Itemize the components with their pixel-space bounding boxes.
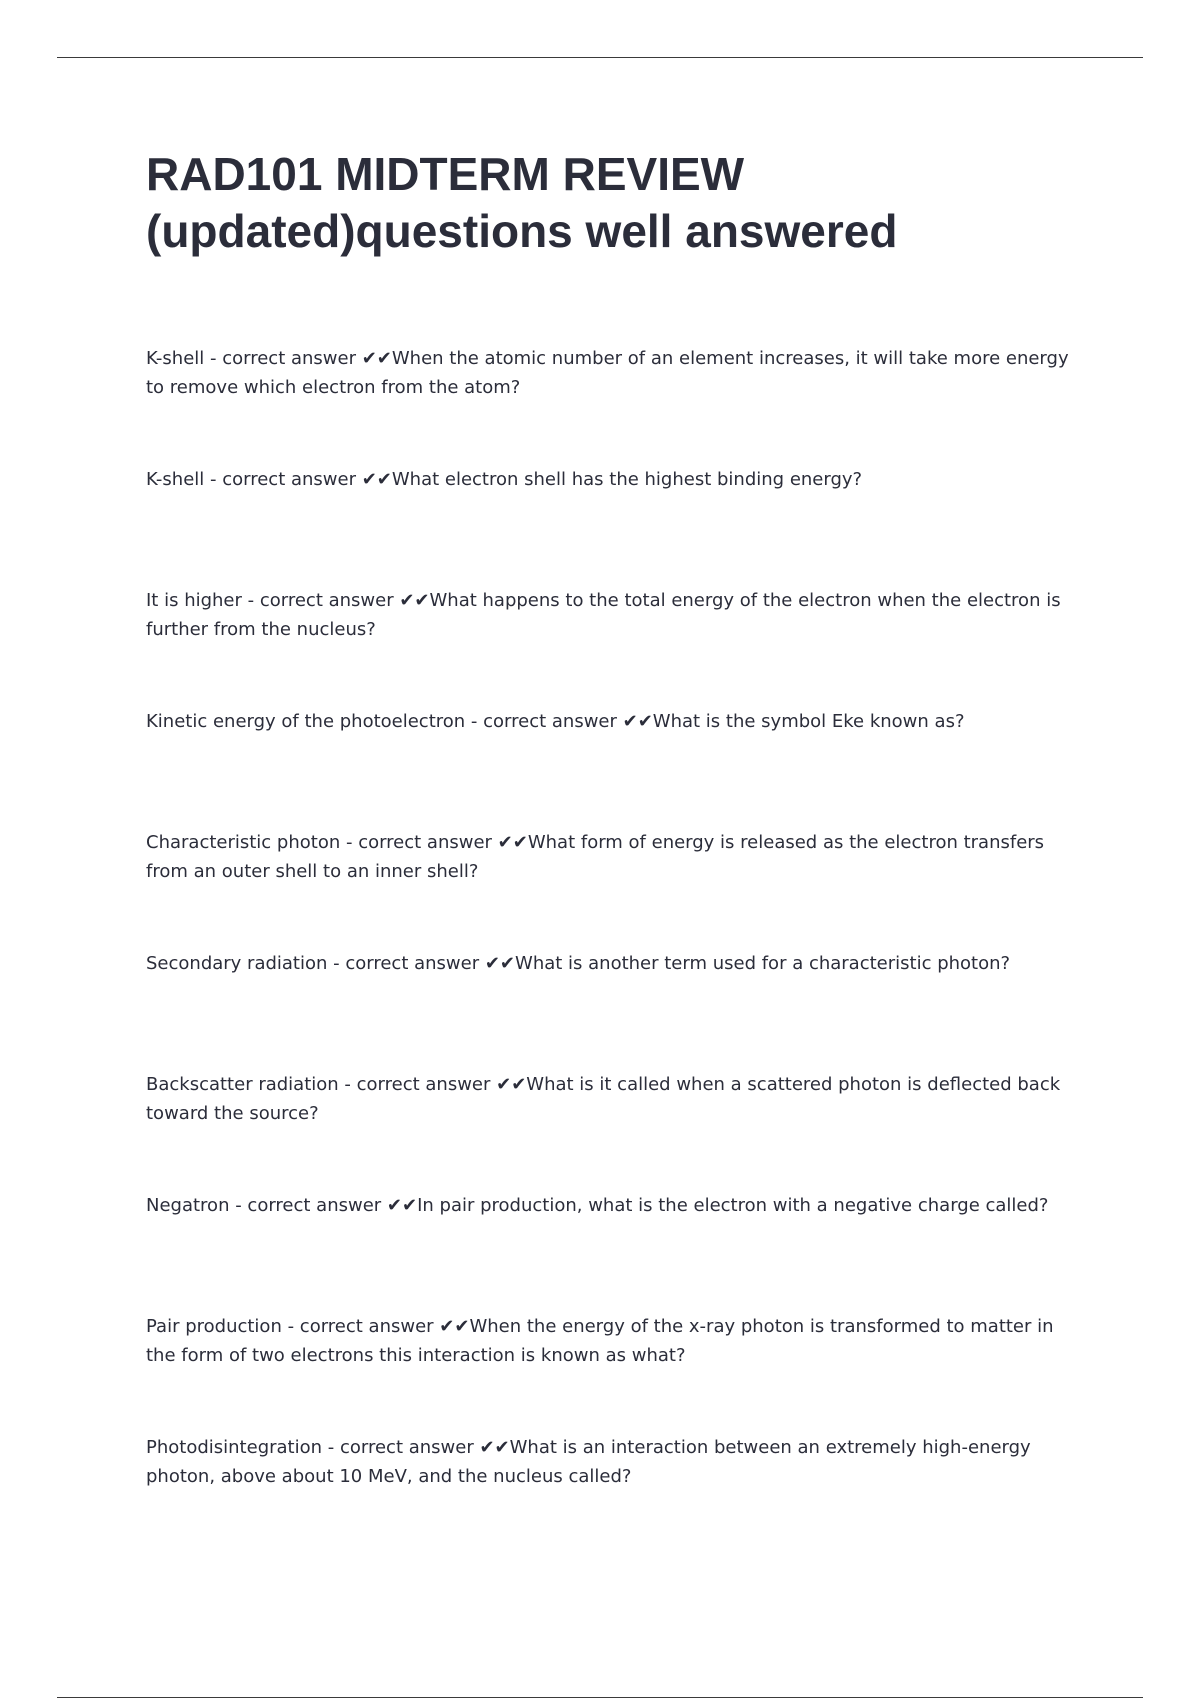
page-title: RAD101 MIDTERM REVIEW (updated)questions well answered [146, 148, 898, 257]
question-text: What form of energy is released as the electron transfers from an outer shell to an inner shell? [146, 832, 1045, 882]
separator-text: - correct answer [281, 1316, 440, 1337]
qa-item [146, 465, 1081, 494]
checkmark-icon: ✔✔ [484, 953, 516, 974]
separator-text: - correct answer [204, 469, 362, 490]
separator-text: - correct answer [465, 711, 623, 732]
qa-item [146, 949, 1081, 978]
checkmark-icon: ✔✔ [386, 1195, 418, 1216]
separator-text: - correct answer [241, 590, 400, 611]
separator-text: - correct answer [229, 1195, 387, 1216]
separator-text: - correct answer [340, 832, 498, 853]
question-text: What is an interaction between an extremely high-energy photon, above about 10 MeV, and the nucleus called? [146, 1437, 1031, 1487]
question-text: What is the symbol Eke known as? [652, 711, 965, 732]
qa-list [146, 344, 1081, 1554]
answer-text: Kinetic energy of the photoelectron [146, 711, 466, 732]
question-text: What electron shell has the highest binding energy? [391, 469, 863, 490]
checkmark-icon: ✔✔ [361, 469, 392, 490]
checkmark-icon: ✔✔ [439, 1316, 470, 1337]
question-text: What is it called when a scattered photon is deflected back toward the source? [146, 1074, 1061, 1124]
answer-text: Photodisintegration [146, 1437, 323, 1458]
answer-text: Characteristic photon [146, 832, 341, 853]
checkmark-icon: ✔✔ [497, 832, 528, 853]
answer-text: Secondary radiation [146, 953, 328, 974]
separator-text: - correct answer [322, 1437, 480, 1458]
question-text: When the energy of the x-ray photon is transformed to matter in the form of two electrons this interaction is known as what? [146, 1316, 1054, 1366]
separator-text: - correct answer [327, 953, 485, 974]
answer-text: Pair production [146, 1316, 282, 1337]
question-text: What happens to the total energy of the electron when the electron is further from the nucleus? [146, 590, 1061, 640]
qa-item [146, 707, 1081, 736]
checkmark-icon: ✔✔ [496, 1074, 527, 1095]
separator-text: - correct answer [204, 348, 362, 369]
answer-text: Backscatter radiation [146, 1074, 339, 1095]
qa-item [146, 828, 1081, 886]
answer-text: K-shell [146, 469, 205, 490]
checkmark-icon: ✔✔ [361, 348, 392, 369]
question-text: What is another term used for a characteristic photon? [515, 953, 1011, 974]
question-text: In pair production, what is the electron with a negative charge called? [417, 1195, 1049, 1216]
separator-text: - correct answer [338, 1074, 497, 1095]
qa-item [146, 1312, 1081, 1370]
question-text: When the atomic number of an element increases, it will take more energy to remove which electron from the atom? [146, 348, 1069, 398]
answer-text: K-shell [146, 348, 205, 369]
qa-item [146, 1433, 1081, 1491]
checkmark-icon: ✔✔ [399, 590, 430, 611]
qa-item [146, 1191, 1081, 1220]
answer-text: It is higher [146, 590, 242, 611]
qa-item [146, 1070, 1081, 1128]
top-divider [57, 57, 1143, 58]
checkmark-icon: ✔✔ [622, 711, 653, 732]
qa-item [146, 344, 1081, 402]
answer-text: Negatron [146, 1195, 230, 1216]
bottom-divider [57, 1697, 1143, 1698]
qa-item [146, 586, 1081, 644]
checkmark-icon: ✔✔ [479, 1437, 510, 1458]
